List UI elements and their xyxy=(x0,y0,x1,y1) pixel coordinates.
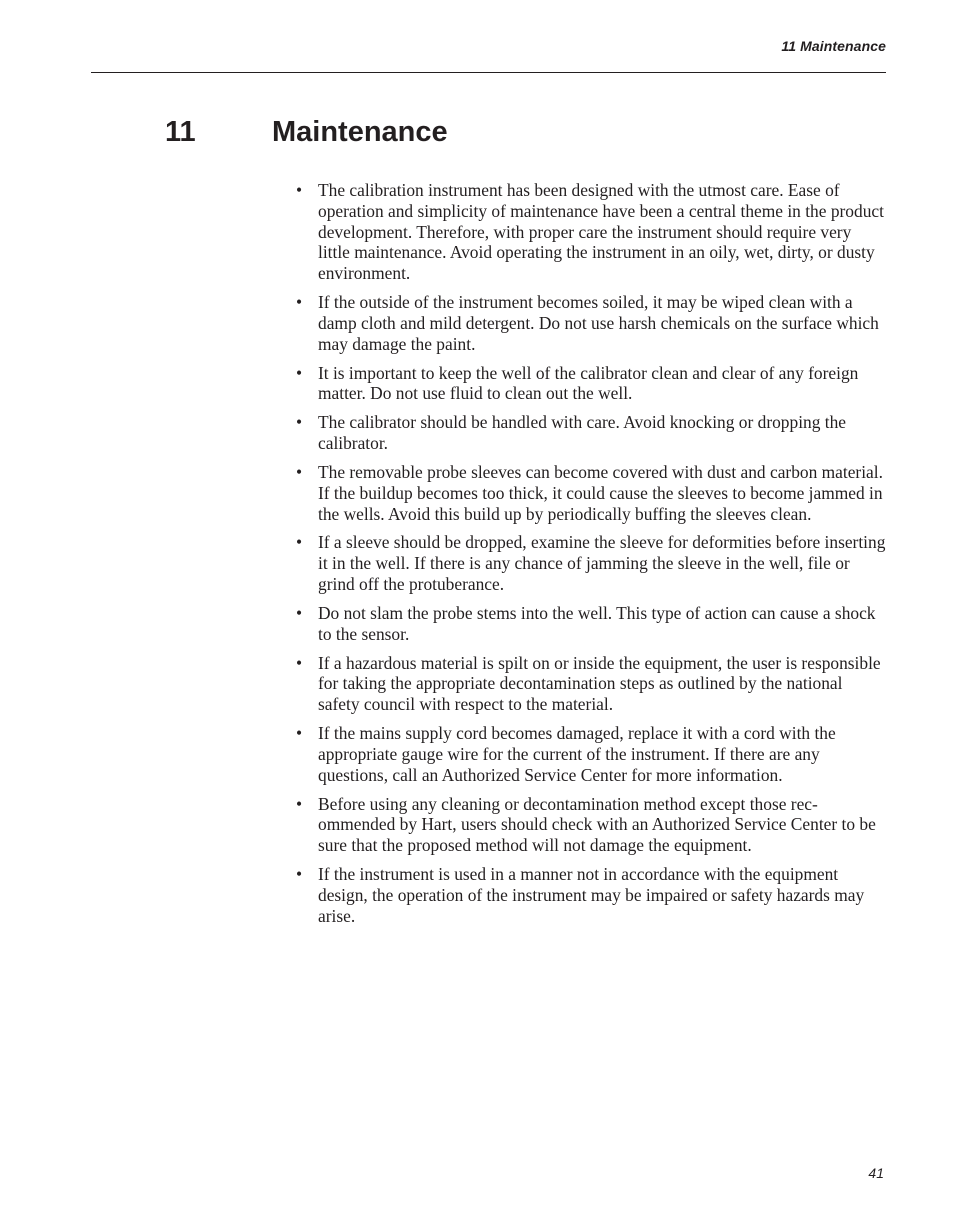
maintenance-bullet-list xyxy=(318,180,886,935)
bullet-item-dropped-sleeve: • If a sleeve should be dropped, examine the sleeve for deformities before inserting it in the well. If there is any chance of jamming the sleeve in the well, file or grind off the protuberance. xyxy=(318,532,886,594)
bullet-item-cleaning-exterior: • If the outside of the instrument becomes soiled, it may be wiped clean with a damp cloth and mild detergent. Do not use harsh chemicals on the surface which may damage the paint. xyxy=(318,292,886,354)
chapter-heading xyxy=(165,114,448,150)
bullet-item-probe-stems: • Do not slam the probe stems into the well. This type of action can cause a shock to the sensor. xyxy=(318,603,886,645)
bullet-item-decontamination: • Before using any cleaning or decontamination method except those recommended by Hart, users should check with an Authorized Service Center to be sure that the proposed method will not damage the equipment. xyxy=(318,794,886,856)
bullet-item-design-care: • The calibration instrument has been designed with the utmost care. Ease of operation and simplicity of maintenance have been a central theme in the product development. Therefore, with proper care the instrument should require very little maintenance. Avoid operating the instrument in an oily, wet, dirty, or dusty environment. xyxy=(318,180,886,284)
page-number: 41 xyxy=(868,1165,884,1181)
chapter-number: 11 xyxy=(165,116,196,148)
bullet-item-probe-sleeves: • The removable probe sleeves can become covered with dust and carbon material. If the buildup becomes too thick, it could cause the sleeves to become jammed in the wells. Avoid this build up by periodically buffing the sleeves clean. xyxy=(318,462,886,524)
bullet-item-equipment-design: • If the instrument is used in a manner not in accordance with the equipment design, the operation of the instrument may be impaired or safety hazards may arise. xyxy=(318,864,886,926)
bullet-item-mains-cord: • If the mains supply cord becomes damaged, replace it with a cord with the appropriate gauge wire for the current of the instrument. If there are any questions, call an Authorized Service Center for more information. xyxy=(318,723,886,785)
bullet-item-handle-care: • The calibrator should be handled with care. Avoid knocking or dropping the calibrator. xyxy=(318,412,886,454)
chapter-title: Maintenance xyxy=(272,116,448,148)
bullet-item-hazardous-material: • If a hazardous material is spilt on or inside the equipment, the user is responsible for taking the appropriate decontamination steps as outlined by the national safety council with respect to the material. xyxy=(318,653,886,715)
bullet-item-well-clean: • It is important to keep the well of the calibrator clean and clear of any foreign matter. Do not use fluid to clean out the well. xyxy=(318,363,886,405)
header-rule xyxy=(91,72,886,73)
running-header: 11 Maintenance xyxy=(781,38,886,54)
